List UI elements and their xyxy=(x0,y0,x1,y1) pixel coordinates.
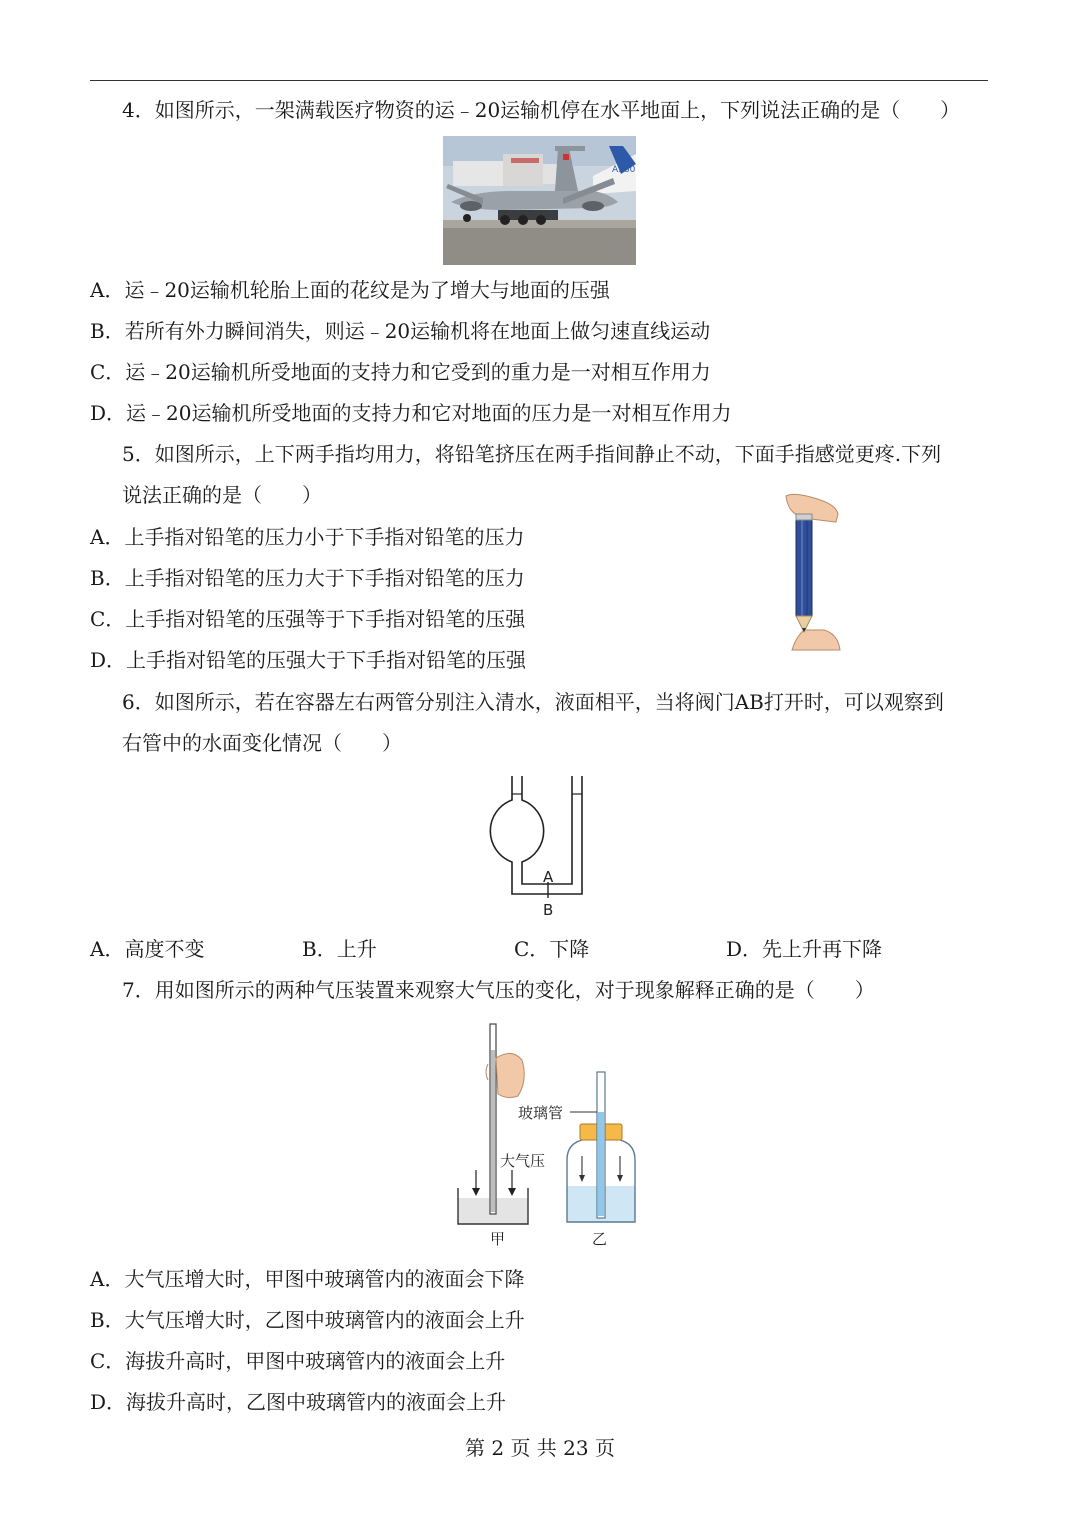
q5-option-c: C．上手指对铅笔的压强等于下手指对铅笔的压强 xyxy=(90,607,526,631)
q6-option-a: A．高度不变 xyxy=(90,937,205,961)
q5-option-b: B．上手指对铅笔的压力大于下手指对铅笔的压力 xyxy=(90,566,525,590)
label-atmospheric-pressure: 大气压 xyxy=(500,1152,546,1170)
q5-option-a: A．上手指对铅笔的压力小于下手指对铅笔的压力 xyxy=(90,525,525,549)
q7-option-d: D．海拔升高时，乙图中玻璃管内的液面会上升 xyxy=(90,1390,507,1414)
valve-label-a: A xyxy=(543,868,554,886)
valve-label-b: B xyxy=(543,901,554,919)
aircraft-photo xyxy=(443,136,636,265)
q6-stem-line1: 6．如图所示，若在容器左右两管分别注入清水，液面相平，当将阀门AB打开时，可以观察到 xyxy=(122,690,944,714)
label-glass-tube: 玻璃管 xyxy=(518,1104,564,1122)
q7-option-c: C．海拔升高时，甲图中玻璃管内的液面会上升 xyxy=(90,1349,506,1373)
q6-option-d: D．先上升再下降 xyxy=(726,937,883,961)
a380-tail-text: A380 xyxy=(612,165,636,175)
q6-stem-line2: 右管中的水面变化情况（ ） xyxy=(122,731,402,755)
page-footer: 第 2 页 共 23 页 xyxy=(465,1436,615,1460)
q7-option-b: B．大气压增大时，乙图中玻璃管内的液面会上升 xyxy=(90,1308,525,1332)
q5-stem-line2: 说法正确的是（ ） xyxy=(122,483,322,507)
q6-option-b: B．上升 xyxy=(302,937,377,961)
barometer-figure xyxy=(452,1020,642,1252)
connected-vessel-figure xyxy=(488,772,592,922)
q5-option-d: D．上手指对铅笔的压强大于下手指对铅笔的压强 xyxy=(90,648,527,672)
q4-stem: 4．如图所示，一架满载医疗物资的运﹣20运输机停在水平地面上，下列说法正确的是（ ） xyxy=(122,98,961,122)
q7-stem: 7．用如图所示的两种气压装置来观察大气压的变化，对于现象解释正确的是（ ） xyxy=(122,978,875,1002)
q7-option-a: A．大气压增大时，甲图中玻璃管内的液面会下降 xyxy=(90,1267,525,1291)
pencil-fingers-figure xyxy=(776,492,846,652)
q4-option-c: C．运﹣20运输机所受地面的支持力和它受到的重力是一对相互作用力 xyxy=(90,360,711,384)
header-rule xyxy=(90,80,988,81)
q4-option-a: A．运﹣20运输机轮胎上面的花纹是为了增大与地面的压强 xyxy=(90,278,610,302)
q4-option-d: D．运﹣20运输机所受地面的支持力和它对地面的压力是一对相互作用力 xyxy=(90,401,732,425)
label-yi: 乙 xyxy=(592,1230,608,1248)
label-jia: 甲 xyxy=(490,1230,506,1248)
q6-option-c: C．下降 xyxy=(514,937,590,961)
q4-option-b: B．若所有外力瞬间消失，则运﹣20运输机将在地面上做匀速直线运动 xyxy=(90,319,711,343)
q5-stem-line1: 5．如图所示，上下两手指均用力，将铅笔挤压在两手指间静止不动，下面手指感觉更疼.下列 xyxy=(122,442,942,466)
